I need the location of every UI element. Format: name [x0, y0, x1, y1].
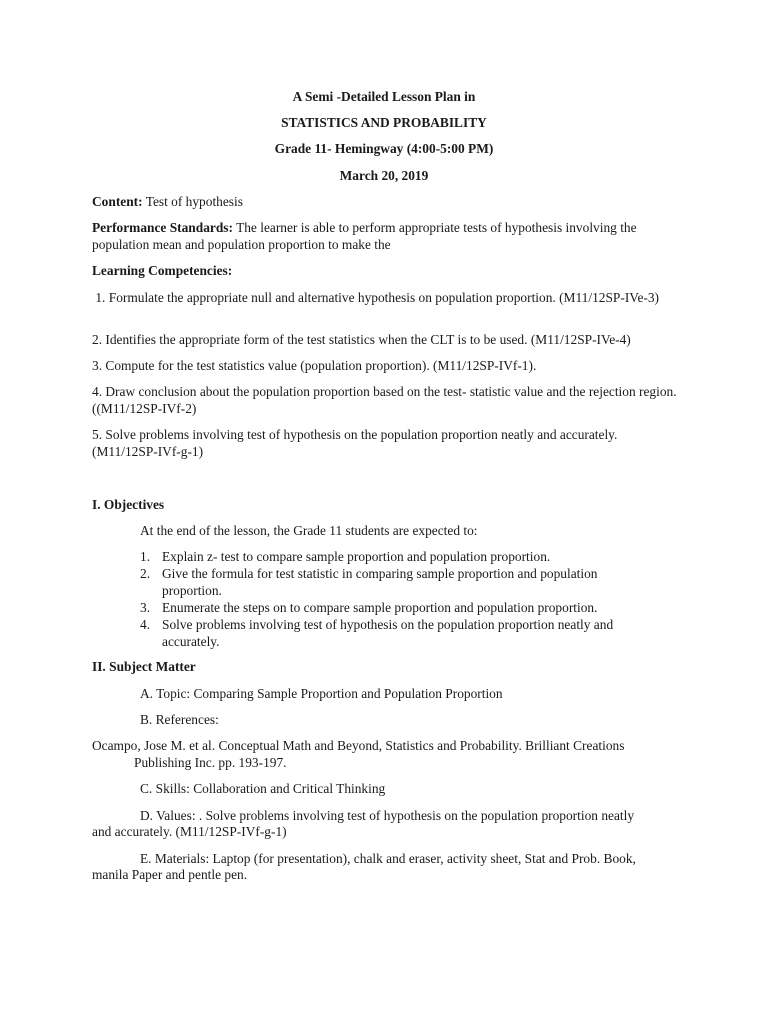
performance-standards	[92, 219, 682, 253]
competencies-heading: Learning Competencies:	[92, 263, 233, 278]
performance-label: Performance Standards:	[92, 220, 233, 235]
competency-item: 3. Compute for the test statistics value (population proportion). (M11/12SP-IVf-1).	[92, 358, 537, 373]
objective-number: 3.	[140, 600, 151, 615]
objective-text: Give the formula for test statistic in comparing sample proportion and population proportion.	[162, 566, 598, 598]
objective-number: 4.	[140, 617, 151, 632]
reference-citation: Ocampo, Jose M. et al. Conceptual Math and Beyond, Statistics and Probability. Brilliant Creations	[92, 738, 625, 753]
materials-line: E. Materials: Laptop (for presentation), chalk and eraser, activity sheet, Stat and Prob. Book,	[140, 851, 636, 866]
skills-line: C. Skills: Collaboration and Critical Thinking	[140, 781, 386, 796]
values-line: D. Values: . Solve problems involving test of hypothesis on the population proportion neatly	[140, 808, 635, 823]
subject-title: STATISTICS AND PROBABILITY	[281, 115, 487, 130]
competency-item: 5. Solve problems involving test of hypothesis on the population proportion neatly and accurately. (M11/12SP-IVf-g-1)	[92, 427, 618, 459]
objective-text: Explain z- test to compare sample proportion and population proportion.	[162, 549, 551, 564]
objective-item	[140, 616, 660, 650]
objective-item	[140, 599, 660, 616]
subject-matter-heading: II. Subject Matter	[92, 659, 196, 674]
content-value: Test of hypothesis	[145, 194, 243, 209]
objective-number: 1.	[140, 549, 151, 564]
competency-item: 1. Formulate the appropriate null and alternative hypothesis on population proportion. (M11/12SP-IVe-3)	[92, 290, 660, 305]
reference-citation-continued: Publishing Inc. pp. 193-197.	[134, 755, 287, 770]
references-label: B. References:	[140, 712, 219, 727]
competency-item: 4. Draw conclusion about the population proportion based on the test- statistic value and the rejection region. ((M11/12SP-IVf-2)	[92, 384, 677, 416]
values-line-continued: and accurately. (M11/12SP-IVf-g-1)	[92, 824, 287, 839]
topic-line: A. Topic: Comparing Sample Proportion and Population Proportion	[140, 686, 503, 701]
content-line	[92, 193, 243, 210]
document-title: A Semi -Detailed Lesson Plan in	[292, 89, 476, 104]
objective-number: 2.	[140, 566, 151, 581]
materials-line-continued: manila Paper and pentle pen.	[92, 867, 248, 882]
objective-item	[140, 565, 660, 599]
competency-item: 2. Identifies the appropriate form of the test statistics when the CLT is to be used. (M11/12SP-IVe-4)	[92, 332, 631, 347]
objectives-heading: I. Objectives	[92, 497, 165, 512]
class-info: Grade 11- Hemingway (4:00-5:00 PM)	[274, 141, 494, 156]
content-label: Content:	[92, 194, 143, 209]
objective-text: Solve problems involving test of hypothesis on the population proportion neatly and accurately.	[162, 617, 614, 649]
objectives-list	[140, 548, 660, 650]
objectives-intro: At the end of the lesson, the Grade 11 students are expected to:	[140, 523, 478, 538]
lesson-date: March 20, 2019	[339, 168, 429, 183]
objective-text: Enumerate the steps on to compare sample proportion and population proportion.	[162, 600, 598, 615]
objective-item	[140, 548, 660, 565]
performance-text: The learner is able to perform appropriate tests of hypothesis involving the population mean and population proportion to make the	[92, 220, 637, 252]
